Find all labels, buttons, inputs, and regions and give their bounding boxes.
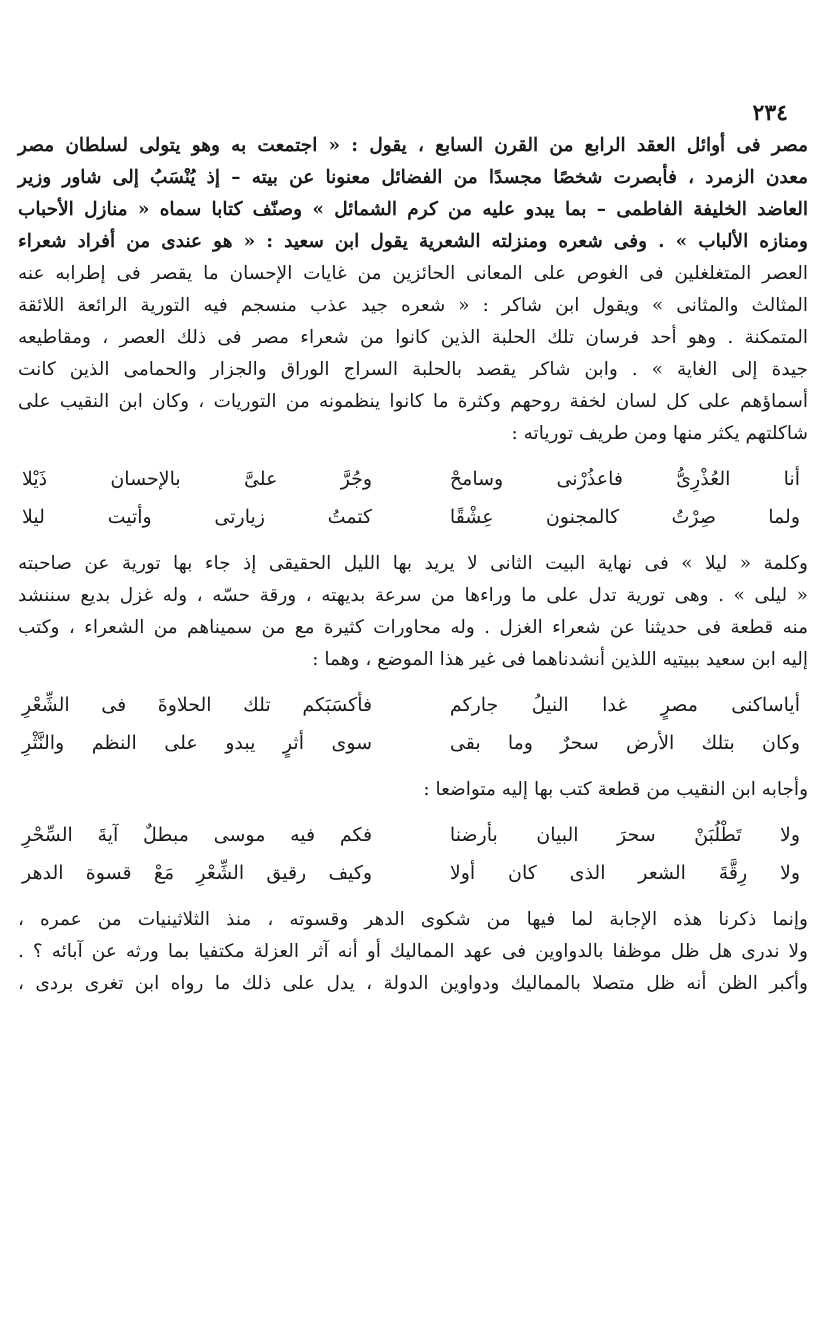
text-line: « ليلى » . وهى تورية تدل على ما وراءها من سرعة بديهته ، ورقة حسّه ، وله غزل بديع سننشد (18, 585, 808, 606)
text-line: وأكبر الظن أنه ظل متصلا بالمماليك ودواوين الدولة ، يدل على ذلك ما رواه ابن تغرى بردى ، (18, 973, 808, 994)
verse-second-hemistich: كتمتُ زيارتى وأتيت ليلا (22, 506, 373, 528)
verse-second-hemistich: فأكسَبَكم تلك الحلاوةَ فى الشِّعْرِ (22, 694, 373, 716)
verse-first-hemistich: وكان بتلك الأرض سحرٌ وما بقى (449, 732, 800, 754)
text-line: ولا ندرى هل ظل موظفا بالدواوين فى عهد المماليك أو أنه آثر العزلة مكتفيا بما ورثه عن آبائه ؟ . (18, 941, 808, 962)
verse-line (18, 724, 808, 762)
text-line: شاكلتهم يكثر منها ومن طريف تورياته : (511, 423, 808, 444)
paragraph-2 (18, 548, 808, 676)
text-line: جيدة إلى الغاية » . وابن شاكر يقصد بالحلبة السراج الوراق والجزار والحمامى الذين كانت (18, 359, 808, 380)
verse-block-3 (18, 816, 808, 892)
text-line: أسماؤهم على كل لسان لخفة روحهم وكثرة ما كانوا ينظمونه من التوريات ، وكان ابن النقيب على (18, 391, 808, 412)
verse-second-hemistich: وجُرَّ علىَّ بالإحسان ذَيْلا (22, 468, 373, 490)
text-line: ومنازه الألباب » . وفى شعره ومنزلته الشعرية يقول ابن سعيد : « هو عندى من أفراد شعراء (18, 231, 808, 252)
verse-line (18, 686, 808, 724)
verse-first-hemistich: ولا تَطْلُبَنْ سحرَ البيان بأرضنا (449, 824, 800, 846)
verse-second-hemistich: وكيف رقيق الشِّعْرِ مَعْ قسوة الدهر (22, 862, 373, 884)
text-line: وأجابه ابن النقيب من قطعة كتب بها إليه متواضعا : (423, 779, 808, 800)
text-line: مصر فى أوائل العقد الرابع من القرن السابع ، يقول : « اجتمعت به وهو يتولى لسلطان مصر (18, 135, 808, 156)
verse-block-2 (18, 686, 808, 762)
page-body (18, 92, 808, 1000)
text-line: المثالث والمثانى » ويقول ابن شاكر : « شعره جيد عذب منسجم فيه التورية الرائعة اللائقة (18, 295, 808, 316)
text-line: إليه ابن سعيد ببيتيه اللذين أنشدناهما فى غير هذا الموضع ، وهما : (312, 649, 808, 670)
verse-first-hemistich: أياساكنى مصرٍ غدا النيلُ جاركم (449, 694, 800, 716)
paragraph-4 (18, 904, 808, 1000)
paragraph-3 (18, 774, 808, 806)
paragraph-1 (18, 130, 808, 450)
verse-first-hemistich: أنا العُذْرِىُّ فاعذُرْنى وسامحْ (449, 468, 800, 490)
verse-second-hemistich: سوى أثرٍ يبدو على النظم والنَّثْرِ (22, 732, 373, 754)
text-line: وكلمة « ليلا » فى نهاية البيت الثانى لا يريد بها الليل الحقيقى إذ جاء بها تورية عن صاحبته (18, 553, 808, 574)
verse-line (18, 498, 808, 536)
text-line: منه قطعة فى حديثنا عن شعراء الغزل . وله محاورات كثيرة مع من سميناهم من الشعراء ، وكتب (18, 617, 808, 638)
verse-first-hemistich: ولا رِقَّةَ الشعر الذى كان أولا (449, 862, 800, 884)
text-line: وإنما ذكرنا هذه الإجابة لما فيها من شكوى الدهر وقسوته ، منذ الثلاثينيات من عمره ، (18, 909, 808, 930)
verse-line (18, 816, 808, 854)
verse-first-hemistich: ولما صِرْتُ كالمجنون عِشْقًا (449, 506, 800, 528)
text-line: المتمكنة . وهو أحد فرسان تلك الحلبة الذين كانوا من شعراء مصر فى ذلك العصر ، ومقاطيعه (18, 327, 808, 348)
text-line: العاضد الخليفة الفاطمى – بما يبدو عليه من كرم الشمائل » وصنّف كتابا سماه « منازل الأحباب (18, 199, 808, 220)
verse-second-hemistich: فكم فيه موسى مبطلٌ آيةَ السِّحْرِ (22, 824, 373, 846)
text-line: معدن الزمرد ، فأبصرت شخصًا مجسدًا من الفضائل معنونا عن بيته – إذ يُنْسَبُ إلى شاور وزير (18, 167, 808, 188)
text-line: العصر المتغلغلين فى الغوص على المعانى الحائزين من غايات الإحسان ما يقصر فى إطرابه عنه (18, 263, 808, 284)
verse-block-1 (18, 460, 808, 536)
verse-line (18, 460, 808, 498)
verse-line (18, 854, 808, 892)
page-number: ٢٣٤ (752, 100, 788, 126)
